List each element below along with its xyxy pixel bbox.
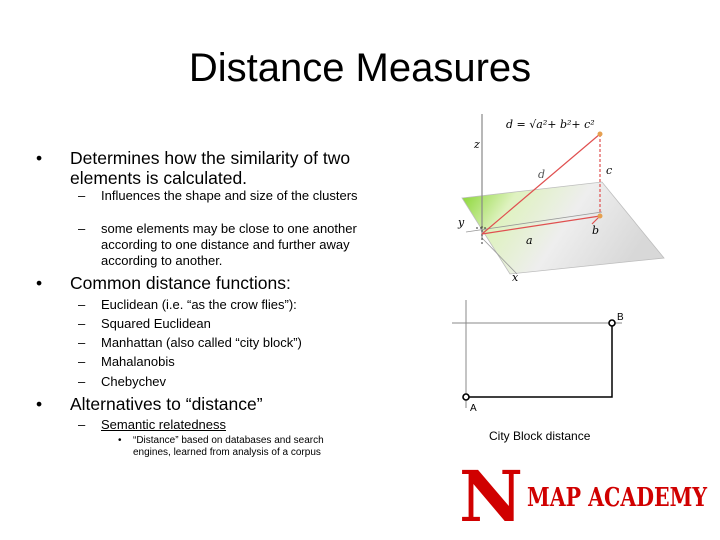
bullet-similarity: Determines how the similarity of two elements is calculated.	[70, 148, 351, 188]
n-letter-icon: N	[459, 463, 523, 527]
sub-sub-bullet-marker: •	[118, 435, 122, 446]
bullet-distance-functions: Common distance functions:	[70, 273, 291, 293]
a-label: a	[526, 234, 533, 247]
sub-bullet-marker: –	[78, 374, 86, 389]
sub-sub-bullet-corpus: “Distance” based on databases and search engines, learned from analysis of a corpus	[133, 435, 324, 458]
slide-title: Distance Measures	[188, 46, 532, 90]
b-label: b	[592, 224, 600, 237]
point-a-label: A	[470, 403, 477, 414]
sub-bullet-marker: –	[78, 297, 86, 312]
sub-bullet-shape: Influences the shape and size of the clusters	[101, 188, 358, 203]
point-b	[609, 320, 615, 326]
z-axis-label: z	[474, 138, 480, 151]
sub-bullet-marker: –	[78, 354, 86, 369]
euclidean-3d-figure	[452, 108, 692, 290]
c-label: c	[606, 164, 613, 177]
point-top	[598, 132, 603, 137]
point-a	[463, 394, 469, 400]
sub-bullet-marker: –	[78, 417, 86, 432]
sub-bullet-close: some elements may be close to one another according to one distance and further away according to another.	[101, 221, 357, 268]
sub-bullet-marker: –	[78, 221, 86, 236]
y-axis-label: y	[458, 216, 465, 229]
point-base	[598, 214, 603, 219]
formula-label: d = √a²+ b²+ c²	[506, 118, 595, 131]
sub-bullet-semantic-relatedness: Semantic relatedness	[101, 417, 227, 432]
bullet-marker: •	[36, 273, 43, 293]
bullet-marker: •	[36, 148, 43, 168]
bullet-marker: •	[36, 394, 43, 414]
city-block-caption: City Block distance	[489, 429, 591, 443]
city-block-figure	[452, 300, 632, 420]
sub-bullet-marker: –	[78, 188, 86, 203]
sub-bullet-marker: –	[78, 316, 86, 331]
sub-bullet-manhattan: Manhattan (also called “city block”)	[101, 335, 302, 350]
d-label: d	[538, 168, 546, 181]
sub-bullet-marker: –	[78, 335, 86, 350]
logo-text: MAP ACADEMY	[527, 483, 708, 513]
sub-bullet-squared-euclidean: Squared Euclidean	[101, 316, 211, 331]
city-block-path	[466, 323, 612, 397]
bullet-alternatives: Alternatives to “distance”	[70, 394, 263, 414]
map-academy-logo	[455, 463, 715, 527]
sub-bullet-chebychev: Chebychev	[101, 374, 167, 389]
x-axis-label: x	[512, 271, 519, 284]
point-b-label: B	[617, 312, 624, 323]
sub-bullet-mahalanobis: Mahalanobis	[101, 354, 175, 369]
sub-bullet-euclidean: Euclidean (i.e. “as the crow flies”):	[101, 297, 297, 312]
